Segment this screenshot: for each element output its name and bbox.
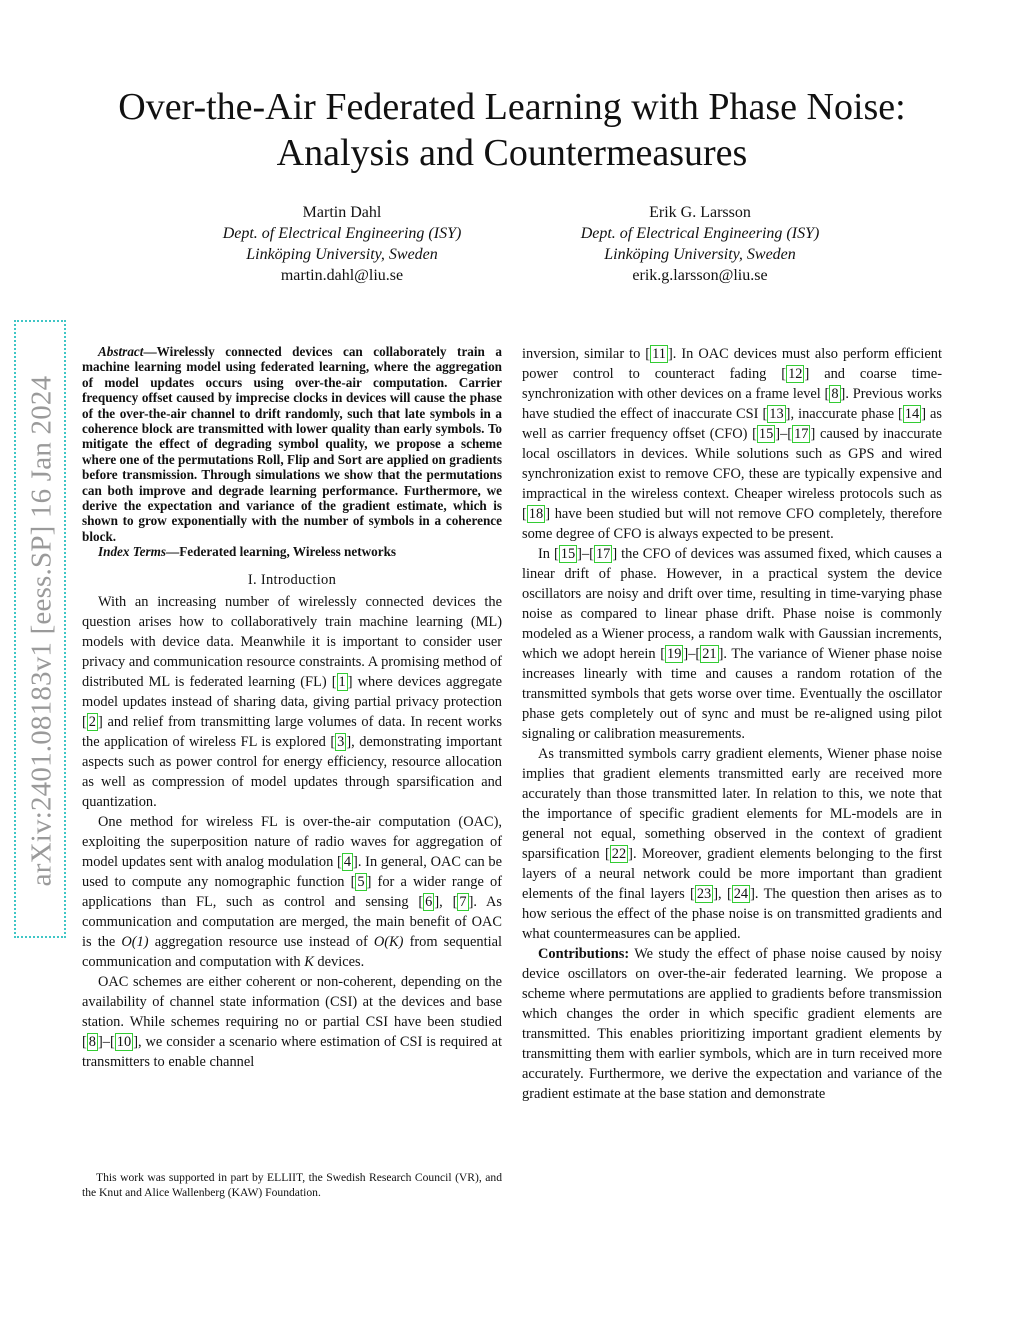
author-university: Linköping University, Sweden	[246, 246, 438, 263]
text: One method for wireless FL is over-the-air computation (OAC), exploiting the superposition nature of radio waves for aggregation of model updates sent with analog modulation	[82, 813, 502, 870]
citation-link[interactable]: 8	[88, 1033, 96, 1050]
text: ,	[439, 893, 453, 910]
math: O(K)	[373, 933, 404, 950]
section-heading: I. Introduction	[247, 571, 337, 588]
text: , we consider a scenario where estimation of CSI is required at transmitters to enable channel	[82, 1033, 502, 1070]
text: As transmitted symbols carry gradient elements, Wiener phase noise implies that gradient elements transmitted early are received more accurately than those transmitted later. In relation to this, we note that the importance of specific gradient elements for ML-models are in general not equal, something observed in the context of gradient sparsification	[522, 746, 942, 862]
footnote: This work was supported in part by ELLIIT, the Swedish Research Council (VR), and the Knut and Alice Wallenberg (KAW) Foundation.	[82, 1171, 502, 1199]
text: inversion, similar to	[522, 346, 646, 362]
text: ,	[718, 886, 727, 902]
text: , inaccurate phase	[790, 406, 898, 422]
citation-link[interactable]: 17	[595, 546, 611, 562]
arxiv-stamp[interactable]	[14, 320, 66, 938]
citation-link[interactable]: 22	[611, 846, 627, 862]
author-name: Martin Dahl	[302, 204, 382, 221]
text: . Moreover, gradient elements belonging to the first layers of a neural network could be more important than gradient elements of the final layers	[522, 846, 943, 902]
text: caused by inaccurate local oscillators in devices. While solutions such as GPS and wired synchronization exist to remove CFO, these are typically expensive and impractical in the wireless context. Cheaper wireless protocols such as	[522, 426, 943, 502]
citation-link[interactable]: 4	[343, 853, 352, 870]
text: With an increasing number of wirelessly connected devices the question arises how to collaboratively train machine learning (ML) models with device data. Meanwhile it is important to consider user privacy and communication resource constraints. A promising method of distributed ML is federated learning (FL)	[82, 593, 502, 690]
paper-title	[60, 84, 964, 176]
paragraph: OAC schemes are either coherent or non-coherent, depending on the availability of channel state information (CSI) at the devices and base station. While schemes requiring no or partial CSI have been studied [ 8 ]–[ 10 ], we consider a scenario where estimation of CSI is required at transmitters to enable channel	[82, 973, 502, 1070]
citation-link[interactable]: 15	[560, 546, 576, 562]
citation-link[interactable]: 3	[337, 733, 345, 750]
text: OAC schemes are either coherent or non-coherent, depending on the availability of channel state information (CSI) at the devices and base station. While schemes requiring no or partial CSI have been studied	[82, 973, 502, 1030]
paragraph	[522, 944, 942, 1104]
title-line-1: Over-the-Air Federated Learning with Phase Noise:	[118, 86, 906, 128]
math: O(1)	[121, 933, 149, 950]
text: . As communication and computation are merged, the main benefit of OAC is the	[82, 893, 502, 950]
citation-link[interactable]: 6	[425, 893, 433, 910]
right-column	[522, 344, 942, 1104]
paragraph: inversion, similar to [ 11 ]. In OAC devices must also perform efficient power control to counteract fading [ 12 ] and coarse time-synchronization with other devices on a frame level [ 8 ]. Previous works have studied the effect of inaccurate CSI [ 13 ], inaccurate phase [ 14 ] as well as carrier frequency offset (CFO) [ 15 ]–[ 17 ] caused by inaccurate local oscillators in devices. While solutions such as GPS and wired synchronization exist to remove CFO, these are typically expensive and impractical in the wireless context. Cheaper wireless protocols such as [ 18 ] have been studied but will not remove CFO completely, therefore some degree of CFO is always expected to be present.	[522, 346, 943, 542]
author-email[interactable]: erik.g.larsson@liu.se	[632, 267, 768, 284]
citation-link[interactable]: 21	[702, 646, 717, 662]
citation-link[interactable]: 14	[904, 406, 920, 422]
abstract-label: Abstract	[98, 344, 144, 359]
contributions-label: Contributions:	[538, 946, 630, 962]
citation-link[interactable]: 24	[733, 886, 749, 902]
author-name: Erik G. Larsson	[649, 204, 751, 221]
citation-link[interactable]: 1	[338, 673, 346, 690]
text: . The variance of Wiener phase noise increases linearly with time and causes a random rotation of the transmitted symbols that gets worse over time. Eventually the oscillator phase gets completely out of sync and must be re-aligned using pilot signaling or calibration measurements.	[522, 646, 942, 742]
author-dept: Dept. of Electrical Engineering (ISY)	[222, 225, 462, 242]
paragraph: With an increasing number of wirelessly connected devices the question arises how to collaboratively train machine learning (ML) models with device data. Meanwhile it is important to consider user privacy and communication resource constraints. A promising method of distributed ML is federated learning (FL) [ 1 ] where devices aggregate model updates instead of sharing data, giving partial privacy protection [ 2 ] and relief from transmitting large volumes of data. In recent works the application of wireless FL is explored [ 3 ], demonstrating important aspects such as power control for energy efficiency, resource allocation as well as compression of model updates through sparsification and quantization.	[82, 593, 502, 810]
text: the CFO of devices was assumed fixed, which causes a linear drift of phase. However, in a practical system the device oscillators are noisy and drift over time, resulting in time-varying phase noise as compared to linear phase drift. Phase noise is commonly modeled as a Wiener process, a random walk with Gaussian increments, which we adopt herein	[522, 546, 942, 662]
text: We study the effect of phase noise caused by noisy device oscillators on over-the-air federated learning. We propose a scheme where permutations are applied to gradients before transmission which changes the order in which specific gradient elements are transmitted. This enables prioritizing important gradient elements by transmitting them with earlier symbols, which are in turn received more accurately. Furthermore, we derive the expectation and variance of the gradient estimate at the base station and demonstrate	[522, 946, 942, 1102]
text: . In OAC devices must also perform efficient power control to counteract fading	[522, 346, 943, 382]
text: from sequential communication and computation with	[82, 933, 502, 970]
author-email[interactable]: martin.dahl@liu.se	[280, 267, 404, 284]
citation-link[interactable]: 12	[788, 366, 803, 382]
text: –	[780, 426, 788, 442]
index-terms-text: —Federated learning, Wireless networks	[166, 544, 397, 560]
left-column	[82, 344, 502, 1072]
citation-link[interactable]: 7	[459, 893, 467, 910]
citation-link[interactable]: 5	[357, 873, 365, 890]
text: and relief from transmitting large volumes of data. In recent works the application of wireless FL is explored	[82, 713, 502, 750]
text: devices.	[313, 953, 365, 970]
citation-link[interactable]: 19	[667, 646, 682, 662]
citation-link[interactable]: 15	[758, 426, 774, 442]
paragraph: One method for wireless FL is over-the-air computation (OAC), exploiting the superposition nature of radio waves for aggregation of model updates sent with analog modulation [ 4 ]. In general, OAC can be used to compute any nomographic function [ 5 ] for a wider range of applications than FL, such as control and sensing [ 6 ], [ 7 ]. As communication and computation are merged, the main benefit of OAC is the O(1) aggregation resource use instead of O(K) from sequential communication and computation with K devices.	[82, 813, 502, 970]
math: K	[304, 953, 314, 970]
citation-link[interactable]: 8	[831, 386, 839, 402]
citation-link[interactable]: 10	[116, 1033, 132, 1050]
citation-link[interactable]: 11	[652, 346, 666, 362]
text: for a wider range of applications than FL, such as control and sensing	[82, 873, 502, 910]
paragraph: In [ 15 ]–[ 17 ] the CFO of devices was assumed fixed, which causes a linear drift of phase. However, in a practical system the device oscillators are noisy and drift over time, resulting in time-varying phase noise as compared to linear phase drift. Phase noise is commonly modeled as a Wiener process, a random walk with Gaussian increments, which we adopt herein [ 19 ]–[ 21 ]. The variance of Wiener phase noise increases linearly with time and causes a random rotation of the transmitted symbols that gets worse over time. Eventually the oscillator phase gets completely out of sync and must be re-aligned using pilot signaling or calibration measurements.	[522, 546, 942, 742]
paragraph: As transmitted symbols carry gradient elements, Wiener phase noise implies that gradient elements transmitted early are received more accurately than those transmitted later. In relation to this, we note that the importance of specific gradient elements for ML-models are in general not equal, something observed in the context of gradient sparsification [ 22 ]. Moreover, gradient elements belonging to the first layers of a neural network could be more important than gradient elements of the final layers [ 23 ], [ 24 ]. The question then arises as to how serious the effect of the phase noise is on transmitted gradients and what countermeasures can be applied.	[522, 746, 943, 942]
author-block-2	[530, 202, 870, 286]
text: , demonstrating important aspects such as power control for energy efficiency, resource allocation as well as compression of model updates through sparsification and quantization.	[82, 733, 502, 810]
citation-link[interactable]: 18	[528, 506, 544, 522]
index-terms	[82, 544, 502, 559]
text: . In general, OAC can be used to compute any nomographic function	[82, 853, 502, 890]
text: –	[581, 546, 590, 562]
citation-link[interactable]: 23	[696, 886, 712, 902]
title-line-2: Analysis and Countermeasures	[276, 132, 748, 174]
citation-link[interactable]: 2	[88, 713, 96, 730]
text: as well as carrier frequency offset (CFO)	[522, 406, 942, 442]
text: aggregation resource use instead of	[148, 933, 374, 950]
text: . Previous works have studied the effect of inaccurate CSI	[522, 386, 942, 422]
arxiv-id: arXiv:2401.08183v1 [eess.SP] 16 Jan 2024	[25, 375, 58, 887]
abstract-text: —Wirelessly connected devices can collaborately train a machine learning model using federated learning, where the aggregation of model updates occurs using over-the-air computation. Carrier frequency offset caused by imprecise clocks in devices will cause the phase of the over-the-air channel to drift randomly, such that late symbols in a coherence block are transmitted with lower quality than early symbols. To mitigate the effect of degrading symbol quality, we propose a scheme where one of the permutations Roll, Flip and Sort are applied on gradients before transmission. Through simulations we show that the permutations can both improve and degrade learning performance. Furthermore, we derive the expectation and variance of the gradient estimate, which is shown to grow exponentially with the number of symbols in a coherence block.	[82, 344, 502, 544]
index-terms-label: Index Terms	[98, 544, 167, 560]
text: where devices aggregate model updates instead of sharing data, giving partial privacy protection	[82, 673, 502, 710]
text: In	[538, 546, 554, 562]
text: –	[102, 1033, 110, 1050]
citation-link[interactable]: 13	[769, 406, 784, 422]
author-university: Linköping University, Sweden	[604, 246, 796, 263]
author-block-1	[172, 202, 512, 286]
text: –	[688, 646, 696, 662]
text: and coarse time-synchronization with other devices on a frame level	[522, 366, 942, 402]
text: have been studied but will not remove CFO completely, therefore some degree of CFO is always expected to be present.	[522, 506, 942, 542]
text: . The question then arises as to how serious the effect of the phase noise is on transmitted gradients and what countermeasures can be applied.	[522, 886, 943, 942]
author-dept: Dept. of Electrical Engineering (ISY)	[580, 225, 820, 242]
citation-link[interactable]: 17	[794, 426, 809, 442]
abstract	[82, 344, 502, 544]
